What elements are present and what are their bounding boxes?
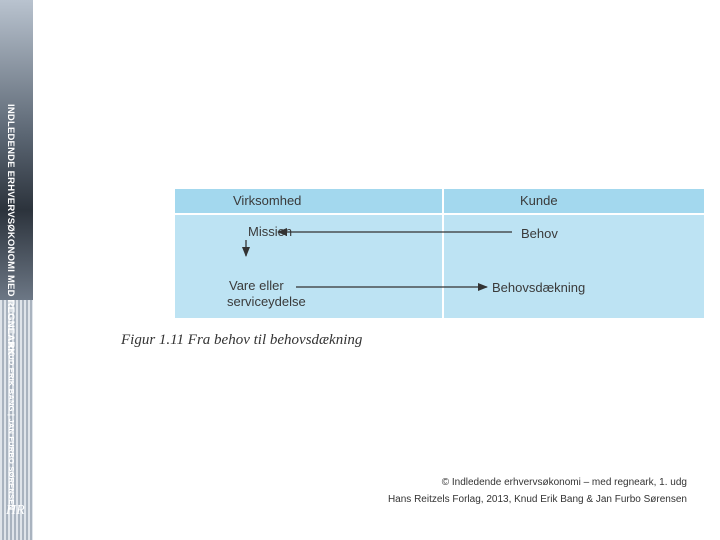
node-vare-line2: serviceydelse: [227, 294, 306, 309]
figure-caption: Figur 1.11 Fra behov til behovsdækning: [121, 332, 363, 348]
node-behov: Behov: [521, 226, 558, 241]
footer-line-2: Hans Reitzels Forlag, 2013, Knud Erik Bang & Jan Furbo Sørensen: [387, 494, 687, 505]
node-behovsdaekning: Behovsdækning: [492, 280, 586, 295]
copyright-footer: [388, 474, 687, 508]
column-header-virksomhed: Virksomhed: [233, 193, 302, 208]
column-header-kunde: Kunde: [520, 193, 558, 208]
footer-line-1: © Indledende erhvervsøkonomi – med regneark, 1. udg: [441, 477, 687, 488]
spine-title: INDLEDENDE ERHVERVSØKONOMI MED REGNEARK: [5, 104, 16, 356]
node-mission: Mission: [248, 224, 293, 239]
spine-authors: KNUD ERIK BANG | JAN FURBO SØRENSEN: [7, 343, 16, 511]
publisher-logo: HR: [6, 503, 25, 518]
node-vare-line1: Vare eller: [229, 278, 284, 293]
